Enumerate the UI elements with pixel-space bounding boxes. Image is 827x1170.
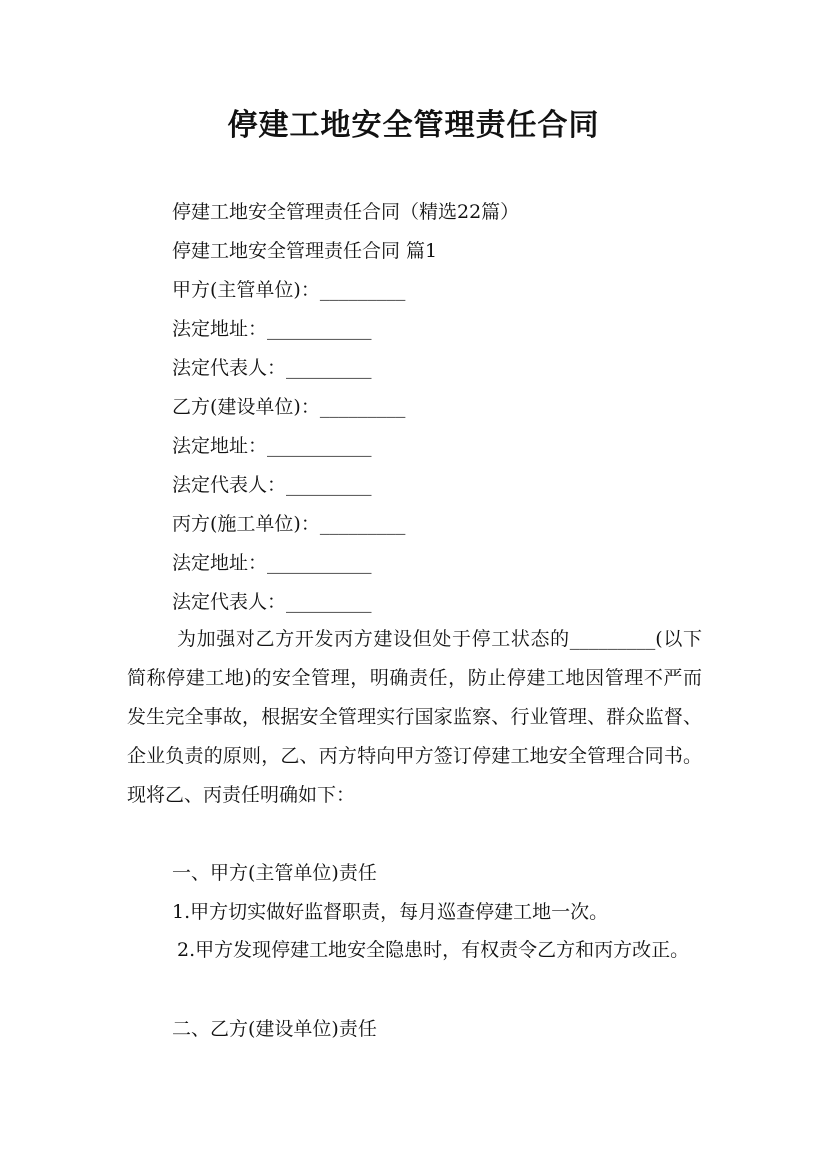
document-title: 停建工地安全管理责任合同 bbox=[227, 108, 600, 143]
section2-heading: 二、乙方(建设单位)责任 bbox=[172, 1018, 377, 1040]
party-c-line: 丙方(施工单位)：_________ bbox=[172, 513, 406, 535]
section1-heading: 一、甲方(主管单位)责任 bbox=[172, 862, 377, 884]
party-b-representative-line: 法定代表人：_________ bbox=[172, 474, 372, 496]
party-a-line: 甲方(主管单位)：_________ bbox=[172, 279, 406, 301]
party-b-address-line: 法定地址：___________ bbox=[172, 435, 372, 457]
party-c-address-line: 法定地址：___________ bbox=[172, 552, 372, 574]
section-title-line: 停建工地安全管理责任合同 篇1 bbox=[172, 240, 438, 262]
party-a-representative-line: 法定代表人：_________ bbox=[172, 357, 372, 379]
party-b-line: 乙方(建设单位)：_________ bbox=[172, 396, 406, 418]
section1-item1: 1.甲方切实做好监督职责，每月巡查停建工地一次。 bbox=[172, 901, 609, 923]
party-c-representative-line: 法定代表人：_________ bbox=[172, 591, 372, 613]
intro-paragraph: 为加强对乙方开发丙方建设但处于停工状态的_________(以下简称停建工地)的安全管理，明确责任，防止停建工地因管理不严而发生完全事故，根据安全管理实行国家监察、行业管理、群众监督、企业负责的原则，乙、丙方特向甲方签订停建工地安全管理合同书。现将乙、丙责任明确如下： bbox=[127, 628, 702, 806]
section1-item2: 2.甲方发现停建工地安全隐患时，有权责令乙方和丙方改正。 bbox=[177, 939, 690, 961]
subtitle-line: 停建工地安全管理责任合同（精选22篇） bbox=[172, 201, 520, 223]
party-a-address-line: 法定地址：___________ bbox=[172, 318, 372, 340]
